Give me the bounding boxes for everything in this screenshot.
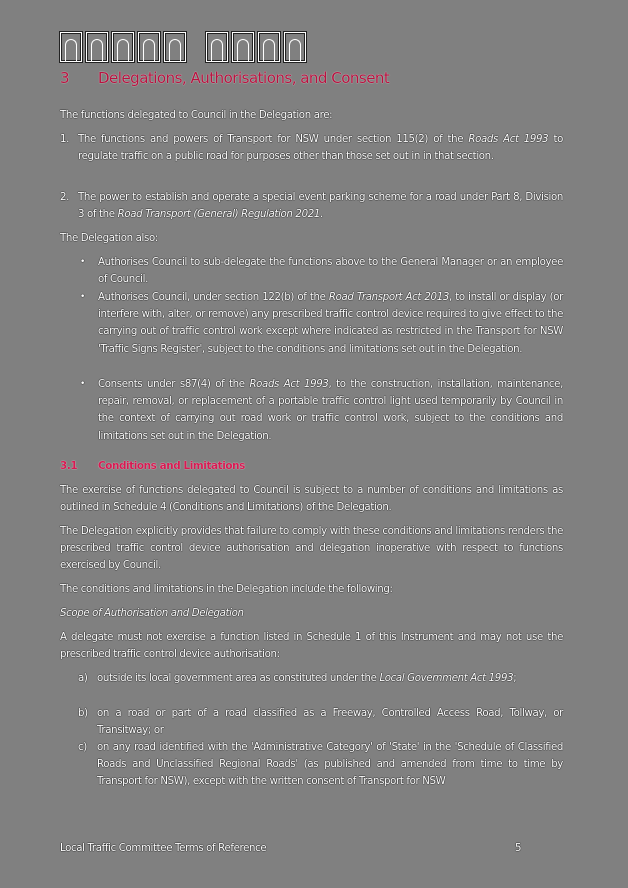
bullet-body: Authorises Council, under section 122(b) of the Road Transport Act 2013, to install or display (or interfere with, alter, or remove) any prescribed traffic control device required to give effect to the carrying out of traffic control work except where indicated as restricted in the Transport for NSW 'Traffic Signs Register', subject to the conditions and limitations set out in the Delegation. [98, 292, 563, 355]
list-item-body: on any road identified with the 'Administrative Category' of 'State' in the 'Schedule of Classified Roads and Unclassified Regional Roads' (as published and amended from time to time by Transport for NSW), except with the written consent of Transport for NSW [97, 742, 563, 788]
bullet-body: Consents under s87(4) of the Roads Act 1993, to the construction, installation, maintenance, repair, removal, or replacement of a portable traffic control light used temporarily by Council in the context of carrying out road work or traffic control work, subject to the conditions and limitations set out in the Delegation. [98, 379, 563, 442]
list-marker: c) [78, 742, 87, 753]
list-item-body: outside its local government area as constituted under the Local Government Act 1993; [97, 673, 517, 684]
logo-letter-n [112, 32, 134, 62]
logo-letter-r [164, 32, 186, 62]
section-title: Delegations, Authorisations, and Consent [98, 69, 390, 87]
scope-heading [60, 605, 563, 622]
bullet-item [80, 289, 563, 358]
logo-letter-s [258, 32, 280, 62]
conditions-paragraph [60, 581, 563, 598]
inner-west-logo [60, 30, 306, 62]
scope-item-c [78, 739, 563, 791]
scope-intro-text: A delegate must not exercise a function listed in Schedule 1 of this Instrument and may not use the prescribed traffic control device authorisation: [60, 632, 563, 661]
list-marker: 1. [60, 134, 70, 145]
conditions-paragraph [60, 482, 563, 516]
logo-letter-e [138, 32, 160, 62]
bullet-item [80, 376, 563, 445]
scope-intro [60, 629, 563, 663]
function-item-2 [60, 189, 563, 223]
paragraph-text: The exercise of functions delegated to Council is subject to a number of conditions and limitations as outlined in Schedule 4 (Conditions and Limitations) of the Delegation. [60, 485, 563, 514]
list-marker: a) [78, 673, 88, 684]
list-item-body: The power to establish and operate a special event parking scheme for a road under Part 8, Division 3 of the Road Transport (General) Regulation 2021. [78, 192, 563, 221]
paragraph-text: The conditions and limitations in the Delegation include the following: [60, 584, 393, 595]
scope-heading-text: Scope of Authorisation and Delegation [60, 608, 244, 619]
logo-letter-t [284, 32, 306, 62]
list-item-body: on a road or part of a road classified as a Freeway, Controlled Access Road, Tollway, or Transitway; or [97, 708, 563, 737]
logo-letter-n [86, 32, 108, 62]
scope-item-b [78, 705, 563, 739]
also-intro [60, 230, 563, 247]
section-number: 3 [60, 69, 70, 87]
footer-page-number: 5 [515, 843, 522, 854]
subsection-title: Conditions and Limitations [98, 460, 245, 472]
bullet-icon: • [80, 292, 85, 302]
scope-item-a [78, 670, 563, 687]
logo-letter-e [232, 32, 254, 62]
footer-document-title: Local Traffic Committee Terms of Reference [60, 843, 267, 854]
function-item-1 [60, 131, 563, 165]
logo-letter-i [60, 32, 82, 62]
intro-text: The functions delegated to Council in the Delegation are: [60, 110, 333, 121]
list-marker: 2. [60, 192, 70, 203]
intro-paragraph [60, 107, 563, 124]
paragraph-text: The Delegation explicitly provides that failure to comply with these conditions and limitations renders the prescribed traffic control device authorisation and delegation inoperative with respect to functions exercised by Council. [60, 526, 563, 572]
section-heading [60, 69, 389, 87]
bullet-icon: • [80, 379, 85, 389]
subsection-heading [60, 460, 245, 472]
logo-letter-w [206, 32, 228, 62]
list-marker: b) [78, 708, 88, 719]
bullet-body: Authorises Council to sub-delegate the functions above to the General Manager or an employee of Council. [98, 257, 563, 286]
bullet-icon: • [80, 257, 85, 267]
list-item-body: The functions and powers of Transport for NSW under section 115(2) of the Roads Act 1993 to regulate traffic on a public road for purposes other than those set out in in that section. [78, 134, 563, 163]
also-intro-text: The Delegation also: [60, 233, 158, 244]
subsection-number: 3.1 [60, 460, 78, 472]
bullet-item [80, 254, 563, 288]
conditions-paragraph [60, 523, 563, 575]
